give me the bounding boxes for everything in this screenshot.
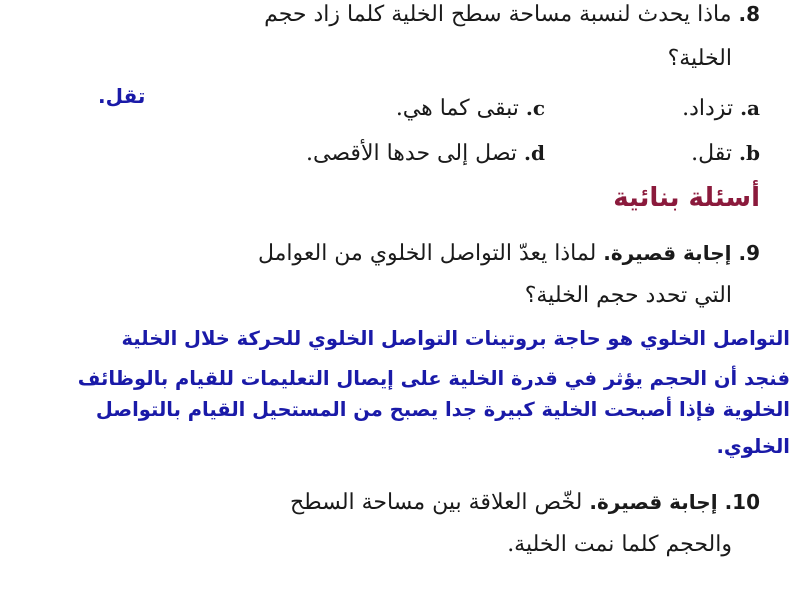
- option-a-letter: .a: [740, 96, 760, 120]
- q9-line2: [525, 283, 732, 308]
- option-d-text: تصل إلى حدها الأقصى.: [306, 141, 518, 166]
- q9-line1: [258, 241, 760, 266]
- q9-number: .9: [738, 241, 760, 265]
- q9-answer-line3: الخلوية فإذا أصبحت الخلية كبيرة جدا يصبح من المستحيل القيام بالتواصل: [95, 398, 790, 421]
- q10-text-line2: والحجم كلما نمت الخلية.: [507, 532, 732, 557]
- q9-answer-line2: فنجد أن الحجم يؤثر في قدرة الخلية على إيصال التعليمات للقيام بالوظائف: [77, 367, 790, 390]
- q10-number: .10: [724, 490, 760, 514]
- q8-answer: تقل.: [98, 84, 146, 108]
- q10-text-line1: لخّص العلاقة بين مساحة السطح: [289, 490, 583, 515]
- option-b-letter: .b: [739, 141, 760, 165]
- option-d-letter: .d: [524, 141, 545, 165]
- option-c-letter: .c: [525, 96, 545, 120]
- q9-text-line1: لماذا يعدّ التواصل الخلوي من العوامل: [257, 241, 597, 266]
- q9-text-line2: التي تحدد حجم الخلية؟: [524, 283, 732, 308]
- q9-label: إجابة قصيرة.: [603, 241, 732, 265]
- q8-option-b: [691, 141, 760, 166]
- q10-line1: [290, 490, 760, 515]
- option-c-text: تبقى كما هي.: [395, 96, 519, 121]
- q9-answer-line1: التواصل الخلوي هو حاجة بروتينات التواصل الخلوي للحركة خلال الخلية: [121, 327, 790, 350]
- q8-text-line2: الخلية؟: [667, 46, 732, 71]
- option-b-text: تقل.: [691, 141, 733, 166]
- q8-line1: [264, 2, 760, 27]
- q10-label: إجابة قصيرة.: [589, 490, 718, 514]
- q8-text-line1: ماذا يحدث لنسبة مساحة سطح الخلية كلما زاد حجم: [264, 2, 732, 27]
- q8-line2: [668, 46, 732, 71]
- section-title: أسئلة بنائية: [613, 183, 760, 213]
- q10-line2: [507, 532, 732, 557]
- q8-option-d: [306, 141, 545, 166]
- q8-number: .8: [738, 2, 760, 26]
- q8-option-c: [396, 96, 545, 121]
- q9-answer-line4: الخلوي.: [716, 435, 790, 458]
- q8-option-a: [682, 96, 760, 121]
- option-a-text: تزداد.: [682, 96, 734, 121]
